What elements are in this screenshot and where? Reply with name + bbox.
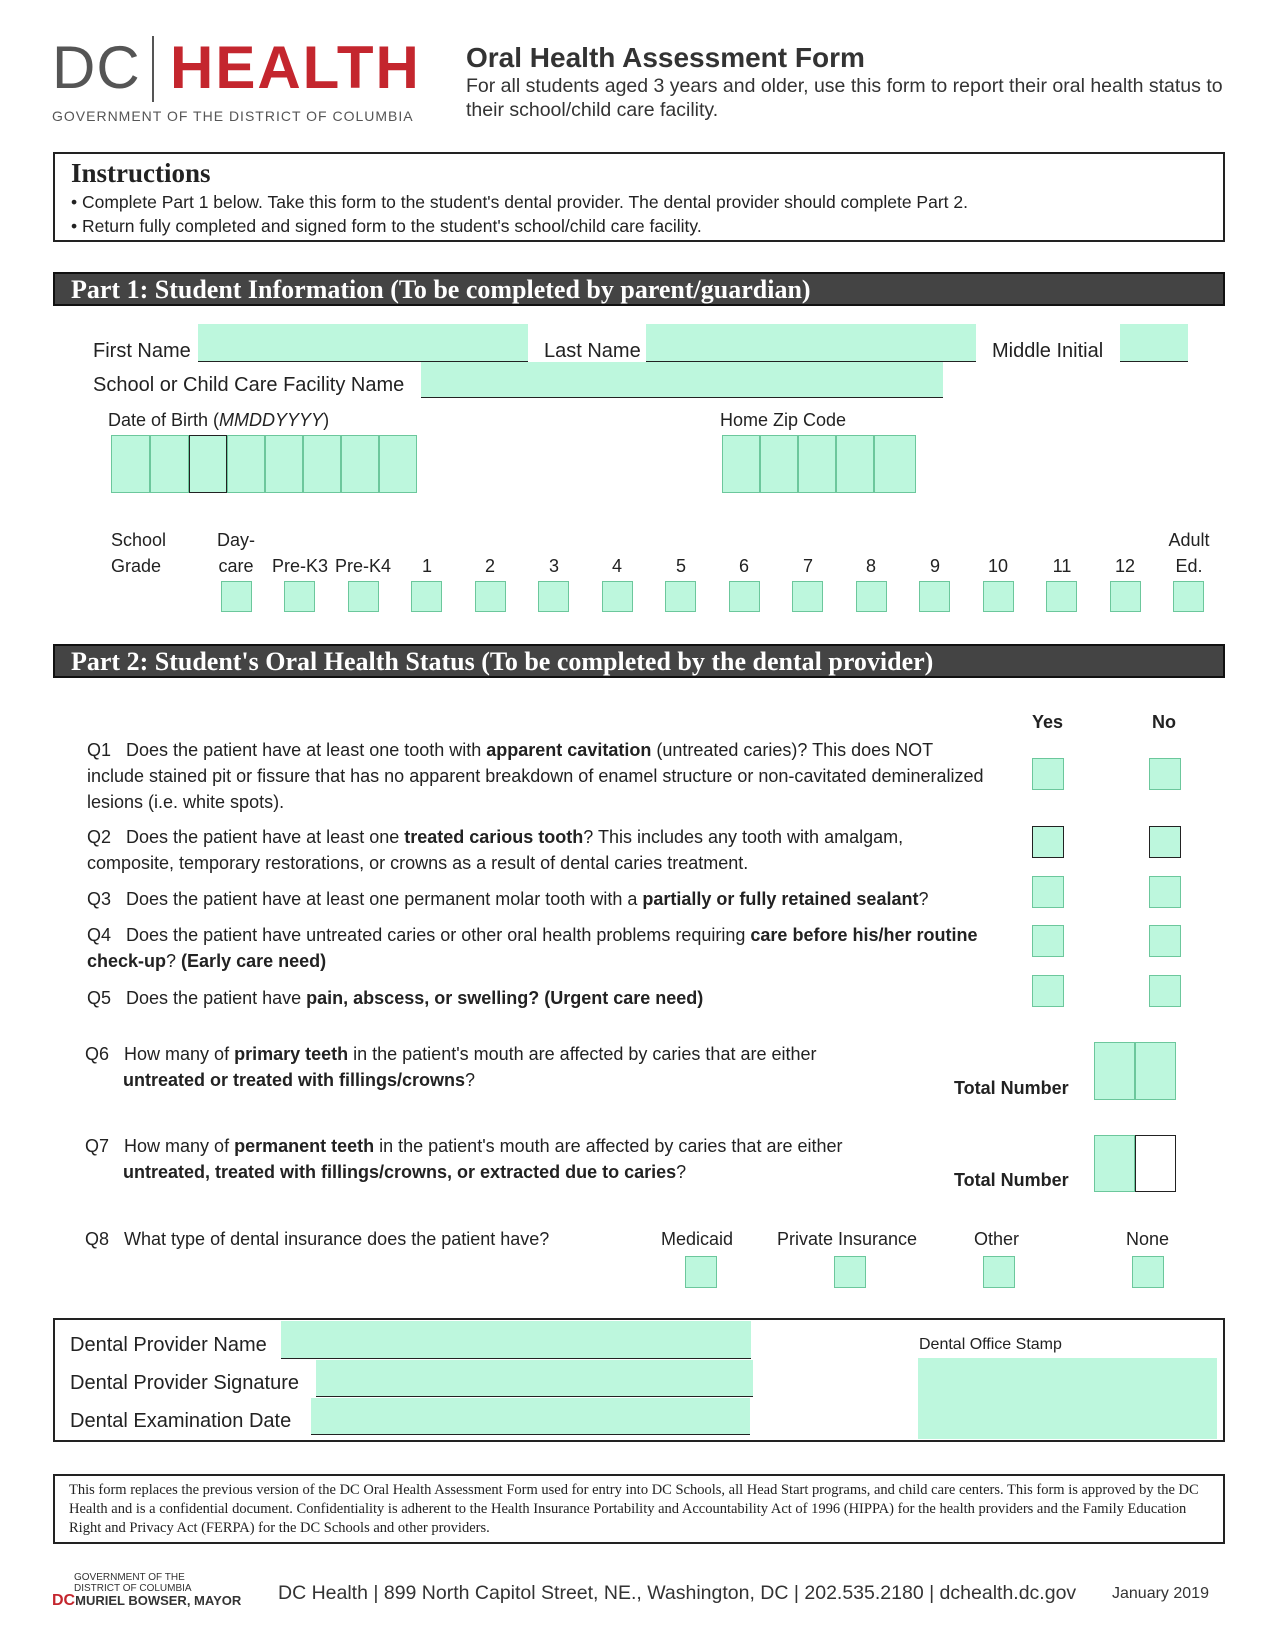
grade-8-checkbox[interactable]: [856, 581, 887, 612]
q5-yes-checkbox[interactable]: [1032, 975, 1064, 1007]
grade-6-checkbox[interactable]: [729, 581, 760, 612]
first-name-field[interactable]: [198, 324, 528, 362]
question-6: Q6 How many of primary teeth in the patient's mouth are affected by caries that are either untreated or treated with fillings/crowns?: [85, 1044, 817, 1090]
grade-9-label: 9: [929, 556, 940, 576]
q3-no-checkbox[interactable]: [1149, 876, 1181, 908]
footer-date: January 2019: [1112, 1585, 1209, 1602]
zip-digit-box[interactable]: [760, 435, 798, 493]
question-2: Q2 Does the patient have at least one treated carious tooth? This includes any tooth with amalgam, composite, temporary restorations, or crowns as a result of dental caries treatment.: [87, 827, 904, 873]
grade-prek4-label: Pre-K4: [334, 556, 392, 576]
dob-digit-box[interactable]: [189, 435, 227, 493]
dob-digit-box[interactable]: [379, 435, 417, 493]
question-5: Q5 Does the patient have pain, abscess, or swelling? (Urgent care need): [87, 988, 704, 1008]
insurance-medicaid-checkbox[interactable]: [685, 1256, 717, 1288]
part1-header: [53, 272, 1225, 306]
grade-2-label: 2: [484, 556, 495, 576]
form-description: For all students aged 3 years and older, use this form to report their oral health status to their school/child care facility.: [466, 75, 1223, 121]
provider-name-label: Dental Provider Name: [70, 1334, 267, 1356]
grade-4-label: 4: [611, 556, 622, 576]
grade-3-label: 3: [548, 556, 559, 576]
grade-adult-checkbox[interactable]: [1173, 581, 1204, 612]
part2-header: [53, 644, 1225, 678]
instruction-line: • Return fully completed and signed form to the student's school/child care facility.: [71, 216, 702, 236]
provider-name-field[interactable]: [281, 1321, 751, 1359]
dob-format: MMDDYYYY: [219, 410, 324, 430]
q4-no-checkbox[interactable]: [1149, 925, 1181, 957]
exam-date-label: Dental Examination Date: [70, 1410, 292, 1432]
zip-digit-box[interactable]: [874, 435, 916, 493]
q1-yes-checkbox[interactable]: [1032, 758, 1064, 790]
grade-5-label: 5: [675, 556, 686, 576]
logo-divider: [152, 36, 154, 102]
grade-adult-label: Adult Ed.: [1168, 530, 1210, 576]
confidentiality-notice: This form replaces the previous version of the DC Oral Health Assessment Form used for entry into DC Schools, all Head Start programs, and child care centers. This form is approved by the DC Health and is a confidential document. Confidentiality is adherent to the Health Insurance Portability and Accountability Act of 1996 (HIPPA) for the health providers and the Family Education Right and Privacy Act (FERPA) for the DC Schools and other providers.: [53, 1474, 1225, 1544]
grade-prek4-checkbox[interactable]: [348, 581, 379, 612]
insurance-other-label: Other: [974, 1229, 1020, 1249]
dob-digit-box[interactable]: [303, 435, 341, 493]
dob-digit-box[interactable]: [341, 435, 379, 493]
grade-12-checkbox[interactable]: [1110, 581, 1141, 612]
grade-daycare-checkbox[interactable]: [221, 581, 252, 612]
last-name-label: Last Name: [544, 340, 641, 362]
grade-1-checkbox[interactable]: [411, 581, 442, 612]
office-stamp-area[interactable]: [918, 1358, 1217, 1439]
q6-digit-box[interactable]: [1094, 1042, 1135, 1100]
question-3: Q3 Does the patient have at least one permanent molar tooth with a partially or fully retained sealant?: [87, 889, 929, 909]
grade-10-checkbox[interactable]: [983, 581, 1014, 612]
middle-initial-label: Middle Initial: [992, 340, 1104, 362]
logo-health: HEALTH: [170, 34, 421, 101]
no-column-label: No: [1152, 712, 1176, 732]
dob-digit-box[interactable]: [111, 435, 150, 493]
q6-digit-box[interactable]: [1135, 1042, 1176, 1100]
provider-box: [53, 1318, 1225, 1442]
footer-address: DC Health | 899 North Capitol Street, NE., Washington, DC | 202.535.2180 | dchealth.dc.gov: [278, 1582, 1077, 1604]
zip-digit-box[interactable]: [722, 435, 760, 493]
grade-9-checkbox[interactable]: [919, 581, 950, 612]
insurance-private-checkbox[interactable]: [834, 1256, 866, 1288]
grade-prek3-checkbox[interactable]: [284, 581, 315, 612]
grade-6-label: 6: [738, 556, 749, 576]
dob-digit-box[interactable]: [265, 435, 303, 493]
dob-digit-box[interactable]: [227, 435, 265, 493]
grade-8-label: 8: [865, 556, 876, 576]
grade-11-checkbox[interactable]: [1046, 581, 1077, 612]
last-name-field[interactable]: [646, 324, 976, 362]
grade-1-label: 1: [421, 556, 432, 576]
grade-daycare-label: Day- care: [216, 530, 255, 576]
insurance-none-checkbox[interactable]: [1132, 1256, 1164, 1288]
grade-3-checkbox[interactable]: [538, 581, 569, 612]
office-stamp-label: Dental Office Stamp: [919, 1336, 1062, 1353]
grade-7-label: 7: [802, 556, 813, 576]
form-title: Oral Health Assessment Form: [466, 42, 865, 73]
q7-total-label: Total Number: [954, 1170, 1069, 1190]
q4-yes-checkbox[interactable]: [1032, 925, 1064, 957]
q6-total-label: Total Number: [954, 1078, 1069, 1098]
question-8: Q8 What type of dental insurance does the patient have?: [85, 1229, 550, 1249]
first-name-label: First Name: [93, 340, 191, 362]
grade-4-checkbox[interactable]: [602, 581, 633, 612]
middle-initial-field[interactable]: [1120, 324, 1188, 362]
insurance-medicaid-label: Medicaid: [661, 1229, 734, 1249]
question-1: Q1 Does the patient have at least one tooth with apparent cavitation (untreated caries)? This does NOT include stained pit or fissure that has no apparent breakdown of enamel structure or non-cavitated demineralized lesions (i.e. white spots).: [87, 740, 984, 812]
instructions-box: [53, 152, 1225, 242]
insurance-other-checkbox[interactable]: [983, 1256, 1015, 1288]
part2-title: Part 2: Student's Oral Health Status (To be completed by the dental provider): [71, 647, 934, 676]
dob-label: Date of Birth (MMDDYYYY): [108, 410, 330, 430]
school-name-label: School or Child Care Facility Name: [93, 374, 405, 396]
grade-prek3-label: Pre-K3: [271, 556, 329, 576]
part1-title: Part 1: Student Information (To be completed by parent/guardian): [71, 275, 811, 304]
insurance-private-label: Private Insurance: [777, 1229, 918, 1249]
grade-label: School Grade: [111, 530, 167, 576]
school-name-field[interactable]: [421, 362, 943, 398]
q1-no-checkbox[interactable]: [1149, 758, 1181, 790]
zip-digit-box[interactable]: [836, 435, 874, 493]
provider-signature-label: Dental Provider Signature: [70, 1372, 300, 1394]
q5-no-checkbox[interactable]: [1149, 975, 1181, 1007]
grade-2-checkbox[interactable]: [475, 581, 506, 612]
q3-yes-checkbox[interactable]: [1032, 876, 1064, 908]
q2-yes-checkbox[interactable]: [1032, 826, 1064, 858]
grade-12-label: 12: [1114, 556, 1136, 576]
question-7: Q7 How many of permanent teeth in the patient's mouth are affected by caries that are either untreated, treated with fillings/crowns, or extracted due to caries?: [85, 1136, 843, 1182]
logo-dc: DC: [52, 34, 141, 101]
exam-date-field[interactable]: [311, 1398, 750, 1435]
zip-label: Home Zip Code: [720, 410, 847, 430]
grade-7-checkbox[interactable]: [792, 581, 823, 612]
logo-subtitle: GOVERNMENT OF THE DISTRICT OF COLUMBIA: [52, 108, 414, 124]
grade-10-label: 10: [987, 556, 1009, 576]
zip-digit-box[interactable]: [798, 435, 836, 493]
grade-11-label: 11: [1052, 556, 1072, 576]
grade-5-checkbox[interactable]: [665, 581, 696, 612]
q7-digit-box[interactable]: [1135, 1135, 1176, 1192]
footer-logo: GOVERNMENT OF THE DISTRICT OF COLUMBIA DCMURIEL BOWSER, MAYOR: [52, 1572, 242, 1609]
dob-digit-box[interactable]: [150, 435, 189, 493]
instruction-line: • Complete Part 1 below. Take this form to the student's dental provider. The dental provider should complete Part 2.: [71, 192, 968, 212]
provider-signature-field[interactable]: [316, 1360, 753, 1397]
q7-digit-box[interactable]: [1094, 1135, 1135, 1192]
instructions-title: Instructions: [71, 158, 211, 188]
q2-no-checkbox[interactable]: [1149, 826, 1181, 858]
insurance-none-label: None: [1126, 1229, 1170, 1249]
question-4: Q4 Does the patient have untreated caries or other oral health problems requiring care before his/her routine check-up? (Early care need): [87, 925, 978, 971]
yes-column-label: Yes: [1032, 712, 1064, 732]
